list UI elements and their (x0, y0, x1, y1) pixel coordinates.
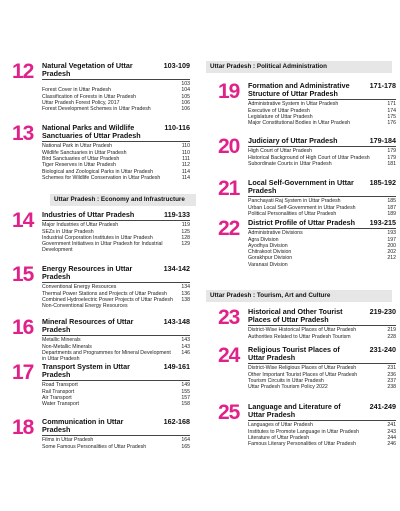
chapter-12[interactable] (12, 62, 190, 113)
unit-bar-economy: Uttar Pradesh : Economy and Infrastructure (50, 194, 196, 206)
chapter-title: Energy Resources in Uttar Pradesh (42, 264, 133, 282)
topic-page: 193 (387, 230, 396, 237)
topic-page: 125 (181, 228, 190, 235)
topic-row[interactable] (42, 241, 190, 254)
topic-label: National Park in Uttar Pradesh (42, 143, 113, 150)
topic-row[interactable] (248, 120, 396, 126)
chapter-title-row (42, 62, 190, 78)
topic-page: 197 (387, 236, 396, 243)
chapter-divider (248, 146, 396, 147)
topic-row[interactable] (42, 175, 190, 181)
topic-label: Uttar Pradesh Forest Policy, 2017 (42, 100, 120, 106)
topic-row[interactable] (248, 334, 396, 340)
chapter-page-range: 103-109 (163, 61, 190, 70)
chapter-entry (218, 137, 396, 167)
chapter-title-row (248, 82, 396, 98)
topic-label: Non-Conventional Energy Resources (42, 303, 128, 310)
topic-label: Tiger Reserves in Uttar Pradesh (42, 162, 116, 169)
topic-page: 187 (387, 204, 396, 211)
topic-row[interactable] (248, 441, 396, 447)
chapter-17[interactable] (12, 363, 190, 408)
chapter-page-range: 241-249 (369, 402, 396, 411)
topic-label: Other Important Tourist Places of Uttar Pradesh (248, 371, 358, 378)
chapter-title-row (42, 211, 190, 219)
chapter-divider (42, 435, 190, 436)
chapter-title-row (248, 137, 396, 145)
topic-label: Gorakhpur Division (248, 255, 293, 262)
topic-page: 181 (387, 160, 396, 167)
chapter-title: Historical and Other Tourist Places of Uttar Pradesh (248, 307, 343, 325)
chapter-entry (218, 403, 396, 448)
chapter-page-range: 134-142 (163, 264, 190, 273)
chapter-number: 24 (218, 344, 240, 367)
chapter-divider (248, 196, 396, 197)
chapter-divider (42, 141, 190, 142)
topic-row[interactable] (248, 161, 396, 167)
topic-page: 110 (181, 143, 190, 150)
chapter-24[interactable] (218, 346, 396, 391)
topic-label: Chitrakoot Division (248, 249, 292, 256)
chapter-title: Mineral Resources of Uttar Pradesh (42, 317, 134, 335)
chapter-divider (42, 282, 190, 283)
topic-label: Languages of Uttar Pradesh (248, 422, 313, 429)
chapter-entry (12, 363, 190, 408)
chapter-title: District Profile of Uttar Pradesh (248, 218, 356, 227)
topic-label: Air Transport (42, 395, 72, 401)
chapter-title-row (248, 219, 396, 227)
topic-page: 189 (387, 211, 396, 217)
topic-page: 112 (181, 162, 190, 169)
topic-label: Forest Development Schemes in Uttar Pradesh (42, 106, 151, 113)
topic-label: Some Famous Personalities of Uttar Pradesh (42, 443, 147, 450)
topic-label: Government Initiatives in Uttar Pradesh for Industrial Development (42, 241, 163, 254)
topic-page: 134 (181, 284, 190, 291)
topic-label: Historical Background of High Court of Uttar Pradesh (248, 154, 370, 161)
topic-label: Conventional Energy Resources (42, 284, 117, 291)
topic-page: 200 (387, 242, 396, 249)
topic-label: Tourism Circuits in Uttar Pradesh (248, 378, 324, 384)
chapter-page-range: 143-148 (163, 317, 190, 326)
topic-label: Industrial Corporation Institutes in Uttar Pradesh (42, 234, 153, 241)
topic-label: Forest Cover in Uttar Pradesh (42, 87, 111, 94)
chapter-number: 15 (12, 263, 34, 286)
topic-page: 129 (181, 241, 190, 248)
chapter-number: 22 (218, 217, 240, 240)
chapter-21[interactable] (218, 179, 396, 217)
chapter-page-range: 171-178 (369, 81, 396, 90)
topic-label: Major Constitutional Bodies in Uttar Pradesh (248, 120, 351, 127)
topic-page: 157 (181, 395, 190, 401)
chapter-entry (218, 308, 396, 340)
unit-bar-tourism: Uttar Pradesh : Tourism, Art and Culture (206, 290, 392, 302)
chapter-25[interactable] (218, 403, 396, 448)
chapter-19[interactable] (218, 82, 396, 127)
topic-label: Administrative Divisions (248, 230, 303, 237)
chapter-13[interactable] (12, 124, 190, 181)
topic-page: 138 (181, 297, 190, 303)
topic-label: Films in Uttar Pradesh (42, 437, 94, 444)
chapter-entry (12, 124, 190, 181)
chapter-entry (12, 62, 190, 113)
topic-page: 165 (181, 443, 190, 450)
topic-label: Administrative System in Uttar Pradesh (248, 101, 339, 108)
topic-row[interactable] (42, 106, 190, 112)
topic-label: Road Transport (42, 382, 78, 389)
chapter-number: 20 (218, 135, 240, 158)
topic-page: 106 (181, 106, 190, 113)
topic-label: District-Wise Religious Places of Uttar Pradesh (248, 365, 357, 372)
chapter-title-row (42, 124, 190, 140)
topic-page: 104 (181, 87, 190, 94)
first-page-number: 103 (181, 81, 190, 88)
chapter-title: Judiciary of Uttar Pradesh (248, 136, 338, 145)
chapter-22[interactable] (218, 219, 396, 268)
topic-label: Subordinate Courts in Uttar Pradesh (248, 160, 332, 167)
topic-page: 136 (181, 290, 190, 297)
topic-label: Literature of Uttar Pradesh (248, 435, 310, 441)
topic-label: Metallic Minerals (42, 337, 81, 344)
topic-label: High Court of Uttar Pradesh (248, 148, 313, 155)
chapter-divider (248, 325, 396, 326)
chapter-divider (248, 363, 396, 364)
topic-page: 237 (387, 378, 396, 384)
chapter-page-range: 162-168 (163, 417, 190, 426)
chapter-page-range: 193-215 (369, 218, 396, 227)
chapter-entry (218, 82, 396, 127)
chapter-title: Communication in Uttar Pradesh (42, 417, 124, 435)
chapter-page-range: 185-192 (369, 178, 396, 187)
topic-row[interactable] (42, 444, 190, 450)
topic-page: 175 (387, 114, 396, 120)
topic-page: 212 (387, 255, 396, 262)
topic-label: Executive of Uttar Pradesh (248, 107, 310, 114)
topic-label: Uttar Pradesh Tourism Policy 2022 (248, 384, 328, 391)
chapter-15[interactable] (12, 265, 190, 310)
chapter-divider (248, 420, 396, 421)
chapter-title-row (248, 308, 396, 324)
topic-label: Agra Division (248, 236, 279, 243)
chapter-title: National Parks and Wildlife Sanctuaries of Uttar Pradesh (42, 123, 141, 141)
chapter-title-row (42, 418, 190, 434)
chapter-16[interactable] (12, 318, 190, 363)
topic-page: 202 (387, 249, 396, 256)
topic-label: Panchayati Raj System in Uttar Pradesh (248, 198, 341, 205)
chapter-14[interactable] (12, 211, 190, 254)
chapter-number: 14 (12, 209, 34, 232)
chapter-title: Language and Literature of Uttar Pradesh (248, 402, 341, 420)
chapter-page-range: 231-240 (369, 345, 396, 354)
topic-page: 111 (182, 156, 190, 162)
chapter-title-row (248, 179, 396, 195)
topic-page: 164 (181, 437, 190, 444)
topic-page: 114 (181, 168, 190, 175)
topic-row[interactable] (42, 401, 190, 407)
topic-label: Political Personalities of Uttar Pradesh (248, 211, 337, 217)
topic-row[interactable] (42, 303, 190, 309)
topic-label: Wildlife Sanctuaries in Uttar Pradesh (42, 149, 127, 156)
topic-page: 179 (387, 154, 396, 161)
topic-page: 231 (387, 365, 396, 372)
topic-page: 149 (181, 382, 190, 389)
chapter-number: 12 (12, 60, 34, 83)
topic-label: Legislature of Uttar Pradesh (248, 114, 313, 120)
chapter-number: 16 (12, 316, 34, 339)
chapter-20[interactable] (218, 137, 396, 167)
topic-label: Bird Sanctuaries of Uttar Pradesh (42, 156, 120, 162)
chapter-divider (42, 220, 190, 221)
chapter-divider (42, 79, 190, 80)
chapter-title: Local Self-Government in Uttar Pradesh (248, 178, 354, 196)
topic-page: 105 (181, 93, 190, 100)
topic-page: 241 (387, 422, 396, 429)
chapter-divider (248, 228, 396, 229)
chapter-page-range: 119-133 (164, 210, 190, 219)
chapter-number: 18 (12, 416, 34, 439)
topic-label: District-Wise Historical Places of Uttar Pradesh (248, 327, 357, 334)
chapter-title: Transport System in Uttar Pradesh (42, 362, 130, 380)
chapter-divider (42, 380, 190, 381)
chapter-title: Religious Tourist Places of Uttar Pradesh (248, 345, 340, 363)
topic-page: 143 (181, 337, 190, 344)
chapter-entry (12, 318, 190, 363)
chapter-title: Natural Vegetation of Uttar Pradesh (42, 61, 133, 79)
chapter-18[interactable] (12, 418, 190, 450)
topic-label: SEZs in Uttar Pradesh (42, 228, 94, 235)
topic-label: Rail Transport (42, 388, 75, 395)
topic-page: 171 (387, 101, 396, 108)
chapter-number: 25 (218, 401, 240, 424)
chapter-23[interactable] (218, 308, 396, 340)
topic-label: Varanasi Division (248, 261, 288, 268)
topic-label: Schemes for Wildlife Conservation in Uttar Pradesh (42, 174, 161, 181)
chapter-number: 13 (12, 122, 34, 145)
topic-row[interactable] (42, 350, 190, 363)
chapter-entry (12, 265, 190, 310)
topic-label: Urban Local Self-Government in Uttar Pradesh (248, 204, 356, 211)
topic-row[interactable] (248, 262, 396, 268)
topic-page: 243 (387, 428, 396, 435)
chapter-number: 17 (12, 361, 34, 384)
chapter-page-range: 219-230 (369, 307, 396, 316)
topic-label: Combined Hydroelectric Power Projects of Uttar Pradesh (42, 297, 173, 303)
chapter-entry (218, 219, 396, 268)
unit-bar-political: Uttar Pradesh : Political Administration (206, 61, 392, 73)
chapter-number: 21 (218, 177, 240, 200)
topic-page: 119 (181, 222, 190, 229)
chapter-title-row (42, 265, 190, 281)
topic-label: Non-Metallic Minerals (42, 343, 92, 350)
topic-label: Thermal Power Stations and Projects of Uttar Pradesh (42, 290, 167, 297)
topic-page: 238 (387, 384, 396, 391)
chapter-divider (42, 335, 190, 336)
topic-page: 106 (181, 100, 190, 106)
chapter-title-row (42, 318, 190, 334)
topic-page: 110 (181, 149, 190, 156)
topic-label: Water Transport (42, 401, 79, 408)
topic-page: 176 (387, 120, 396, 127)
topic-label: Famous Literary Personalities of Uttar Pradesh (248, 441, 356, 448)
chapter-page-range: 179-184 (369, 136, 396, 145)
chapter-number: 19 (218, 80, 240, 103)
topic-label: Biological and Zoological Parks in Uttar Pradesh (42, 168, 154, 175)
chapter-title-row (248, 403, 396, 419)
topic-label: Classification of Forests in Uttar Pradesh (42, 93, 136, 100)
topic-page: 174 (387, 107, 396, 114)
topic-label: Authorities Related to Uttar Pradesh Tourism (248, 333, 351, 340)
topic-page: 155 (181, 388, 190, 395)
topic-page: 146 (181, 350, 190, 356)
topic-label: Major Industries of Uttar Pradesh (42, 222, 119, 229)
chapter-entry (218, 346, 396, 391)
topic-page: 244 (387, 435, 396, 441)
topic-page: 228 (387, 333, 396, 340)
topic-label: Departments and Programmes for Mineral Development in Uttar Pradesh (42, 350, 171, 363)
topic-page: 179 (387, 148, 396, 155)
chapter-page-range: 149-161 (163, 362, 190, 371)
topic-page: 143 (181, 343, 190, 350)
chapter-title-row (42, 363, 190, 379)
chapter-title: Industries of Uttar Pradesh (42, 210, 135, 219)
topic-row[interactable] (248, 384, 396, 390)
topic-page: 114 (181, 174, 190, 181)
chapter-title: Formation and Administrative Structure of Uttar Pradesh (248, 81, 350, 99)
topic-page: 236 (387, 371, 396, 378)
chapter-number: 23 (218, 306, 240, 329)
topic-label: Ayodhya Division (248, 242, 288, 249)
chapter-entry (12, 418, 190, 450)
chapter-divider (248, 99, 396, 100)
topic-row[interactable] (248, 211, 396, 217)
chapter-title-row (248, 346, 396, 362)
topic-page: 219 (387, 327, 396, 334)
chapter-entry (12, 211, 190, 254)
topic-page: 158 (181, 401, 190, 408)
chapter-entry (218, 179, 396, 217)
topic-page: 128 (181, 234, 190, 241)
topic-page: 185 (387, 198, 396, 205)
topic-page: 246 (387, 441, 396, 448)
topic-label: Institutes to Promote Language in Uttar Pradesh (248, 428, 360, 435)
chapter-page-range: 110-116 (164, 123, 190, 132)
